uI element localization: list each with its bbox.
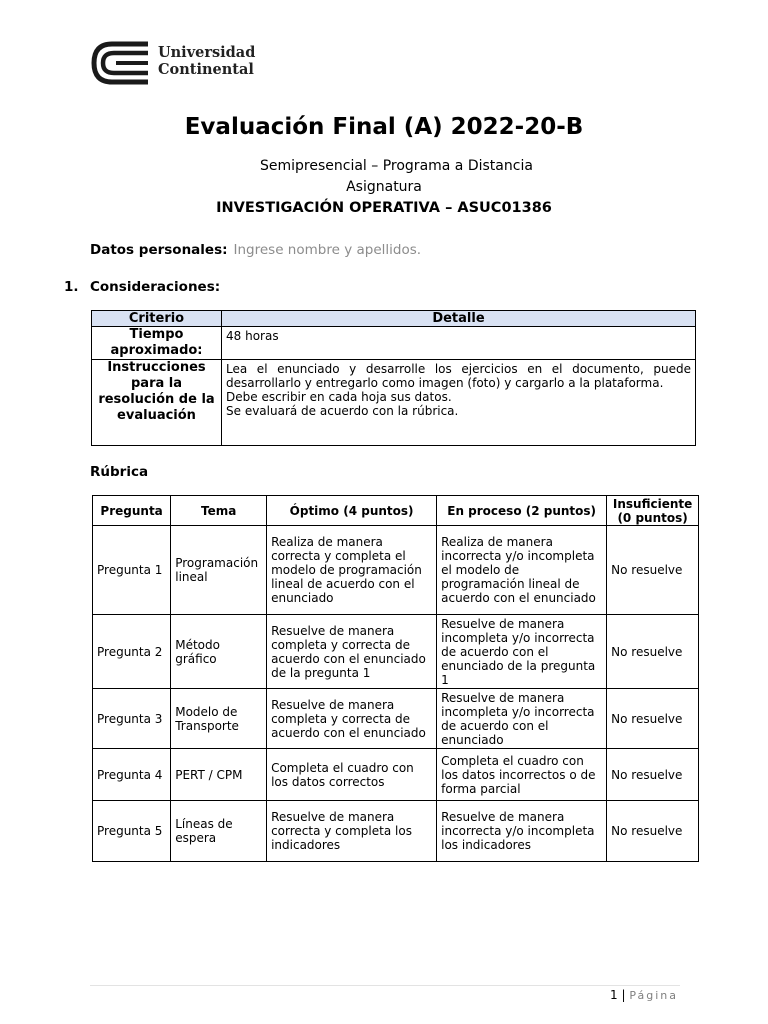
table-row: [92, 327, 696, 360]
in-progress-cell: Realiza de manera incorrecta y/o incompleta el modelo de programación lineal de acuerdo con el enunciado: [437, 526, 607, 615]
header-cell: Detalle: [222, 311, 696, 327]
criterion-cell: Instrucciones para la resolución de la evaluación: [92, 360, 222, 446]
in-progress-cell: Resuelve de manera incorrecta y/o incompleta los indicadores: [437, 801, 607, 862]
table-header-row: [93, 496, 699, 526]
section-number: 1.: [64, 279, 79, 295]
insufficient-cell: No resuelve: [607, 801, 699, 862]
section-title: Consideraciones:: [90, 279, 221, 295]
question-cell: Pregunta 4: [93, 749, 171, 801]
criterion-cell: Tiempo aproximado:: [92, 327, 222, 360]
page-number: 1: [610, 988, 618, 1002]
insufficient-cell: No resuelve: [607, 615, 699, 689]
optimal-cell: Resuelve de manera completa y correcta de acuerdo con el enunciado: [267, 689, 437, 749]
personal-data-label: Datos personales:: [90, 242, 228, 258]
table-row: [92, 360, 696, 446]
rubric-title: Rúbrica: [90, 464, 149, 480]
page-label: Página: [629, 989, 678, 1002]
table-row: [93, 615, 699, 689]
document-title: Evaluación Final (A) 2022-20-B: [184, 114, 584, 140]
footer-separator: |: [621, 988, 626, 1002]
detail-line: Debe escribir en cada hoja sus datos.: [226, 390, 452, 404]
personal-data-row: [90, 242, 421, 258]
modality-subtitle: Semipresencial – Programa a Distancia: [260, 158, 533, 174]
in-progress-cell: Resuelve de manera incompleta y/o incorrecta de acuerdo con el enunciado de la pregunta 1: [437, 615, 607, 689]
detail-cell: [222, 360, 696, 446]
question-cell: Pregunta 2: [93, 615, 171, 689]
name-field[interactable]: Ingrese nombre y apellidos.: [233, 242, 422, 258]
topic-cell: Modelo de Transporte: [171, 689, 267, 749]
logo-line-2: Continental: [158, 61, 254, 78]
considerations-table: [91, 310, 696, 446]
topic-cell: Líneas de espera: [171, 801, 267, 862]
in-progress-cell: Completa el cuadro con los datos incorrectos o de forma parcial: [437, 749, 607, 801]
in-progress-cell: Resuelve de manera incompleta y/o incorrecta de acuerdo con el enunciado: [437, 689, 607, 749]
question-cell: Pregunta 3: [93, 689, 171, 749]
table-row: [93, 526, 699, 615]
section-heading: [64, 279, 220, 295]
logo-line-1: Universidad: [158, 44, 256, 61]
table-row: [93, 749, 699, 801]
optimal-cell: Resuelve de manera completa y correcta de acuerdo con el enunciado de la pregunta 1: [267, 615, 437, 689]
optimal-cell: Completa el cuadro con los datos correctos: [267, 749, 437, 801]
insufficient-cell: No resuelve: [607, 749, 699, 801]
optimal-cell: Realiza de manera correcta y completa el modelo de programación lineal de acuerdo con el enunciado: [267, 526, 437, 615]
topic-cell: PERT / CPM: [171, 749, 267, 801]
topic-cell: Método gráfico: [171, 615, 267, 689]
detail-line: Se evaluará de acuerdo con la rúbrica.: [226, 404, 459, 418]
topic-cell: Programación lineal: [171, 526, 267, 615]
detail-line: Lea el enunciado y desarrolle los ejercicios en el documento, puede desarrollarlo y entregarlo como imagen (foto) y cargarlo a la plataforma.: [226, 362, 691, 390]
header-cell: Criterio: [92, 311, 222, 327]
question-cell: Pregunta 5: [93, 801, 171, 862]
header-cell: Insuficiente (0 puntos): [607, 496, 699, 526]
university-logo: [90, 40, 260, 86]
table-row: [93, 801, 699, 862]
header-cell: Óptimo (4 puntos): [267, 496, 437, 526]
page-footer: [610, 988, 678, 1002]
detail-cell: 48 horas: [222, 327, 696, 360]
subject-name: INVESTIGACIÓN OPERATIVA – ASUC01386: [216, 200, 552, 216]
logo-mark-icon: [90, 40, 152, 86]
table-row: [93, 689, 699, 749]
question-cell: Pregunta 1: [93, 526, 171, 615]
optimal-cell: Resuelve de manera correcta y completa los indicadores: [267, 801, 437, 862]
subject-label: Asignatura: [346, 179, 422, 195]
header-cell: Tema: [171, 496, 267, 526]
header-cell: Pregunta: [93, 496, 171, 526]
table-header-row: [92, 311, 696, 327]
insufficient-cell: No resuelve: [607, 689, 699, 749]
footer-divider: [90, 985, 680, 986]
insufficient-cell: No resuelve: [607, 526, 699, 615]
rubric-table: [92, 495, 699, 862]
logo-text: [158, 44, 255, 78]
header-cell: En proceso (2 puntos): [437, 496, 607, 526]
